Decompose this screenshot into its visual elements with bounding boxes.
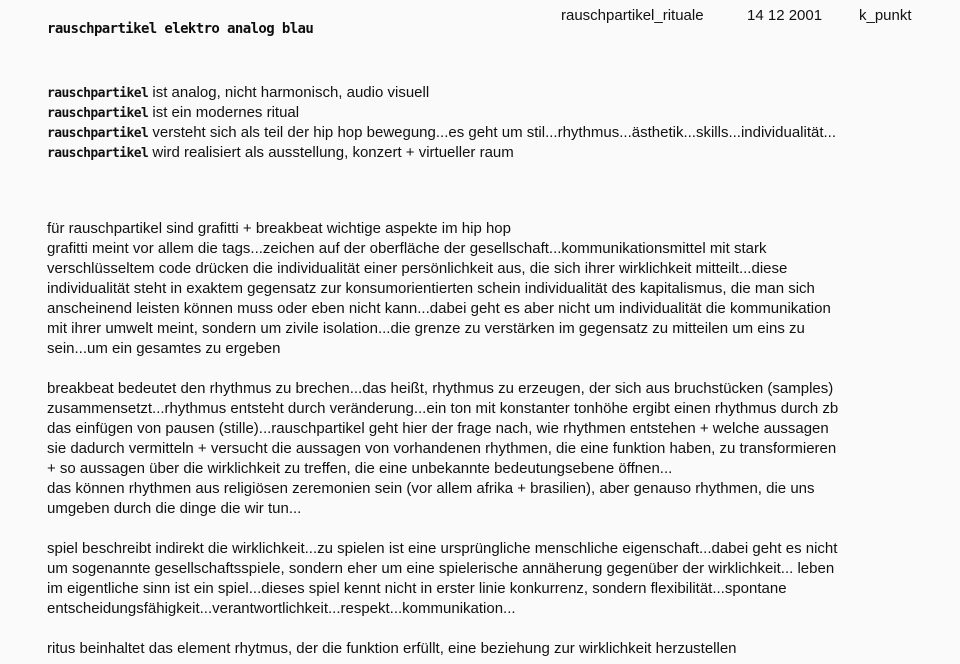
manifesto-line	[47, 123, 937, 143]
paragraph-line: + so aussagen über die wirklichkeit zu treffen, die eine unbekannte bedeutungsebene öffnen...	[47, 460, 673, 477]
brand-logo: rauschpartikel elektro analog blau	[47, 21, 314, 37]
paragraph-line: zusammensetzt...rhythmus entsteht durch veränderung...ein ton mit konstanter tonhöhe ergibt einen rhythmus durch zb	[47, 400, 839, 417]
paragraph-spacer	[47, 359, 927, 379]
paragraph-line: um sogenannte gesellschaftsspiele, sondern eher um eine spielerische annäherung gegenüber der wirklichkeit... leben	[47, 560, 835, 577]
inline-logo: rauschpartikel	[47, 126, 149, 141]
paragraph-line: grafitti meint vor allem die tags...zeichen auf der oberfläche der gesellschaft...kommunikationsmittel mit stark	[47, 240, 767, 257]
paragraph-line: das einfügen von pausen (stille)...rauschpartikel geht hier der frage nach, wie rhythmen entstehen + welche aussagen	[47, 420, 829, 437]
manifesto-line	[47, 143, 937, 163]
paragraph-graffiti	[47, 219, 927, 359]
paragraph-line: im eigentliche sinn ist ein spiel...dieses spiel kennt nicht in erster linie konkurrenz, sondern flexibilität...spontane	[47, 580, 787, 597]
manifesto-line	[47, 103, 937, 123]
manifesto-text: ist ein modernes ritual	[148, 104, 300, 121]
paragraph-breakbeat	[47, 379, 927, 519]
document-author: k_punkt	[859, 7, 912, 24]
manifesto-line	[47, 83, 937, 103]
paragraph-line: das können rhythmen aus religiösen zeremonien sein (vor allem afrika + brasilien), aber genauso rhythmen, die uns	[47, 480, 815, 497]
paragraph-spiel	[47, 539, 927, 619]
paragraph-line: entscheidungsfähigkeit...verantwortlichkeit...respekt...kommunikation...	[47, 600, 516, 617]
document-date: 14 12 2001	[747, 7, 823, 24]
manifesto-block	[47, 83, 937, 163]
paragraph-line: sein...um ein gesamtes zu ergeben	[47, 340, 281, 357]
manifesto-text: wird realisiert als ausstellung, konzert + virtueller raum	[148, 144, 514, 161]
paragraph-line: individualität steht in exaktem gegensatz zur konsumorientierten schein individualität des kapitalismus, die man sich	[47, 280, 815, 297]
paragraph-line: umgeben durch die dinge die wir tun...	[47, 500, 302, 517]
paragraph-line: breakbeat bedeutet den rhythmus zu brechen...das heißt, rhythmus zu erzeugen, der sich aus bruchstücken (samples)	[47, 380, 834, 397]
inline-logo: rauschpartikel	[47, 106, 149, 121]
paragraph-line: verschlüsseltem code drücken die individualität einer persönlichkeit aus, die sich ihrer wirklichkeit mitteilt...diese	[47, 260, 788, 277]
paragraph-spacer	[47, 519, 927, 539]
manifesto-text: versteht sich als teil der hip hop bewegung...es geht um stil...rhythmus...ästhetik...skills...individualität...	[148, 124, 837, 141]
paragraph-line: für rauschpartikel sind grafitti + breakbeat wichtige aspekte im hip hop	[47, 220, 511, 237]
paragraph-line: mit ihrer umwelt meint, sondern um zivile isolation...die grenze zu verstärken im gegensatz zu mitteilen um eins zu	[47, 320, 805, 337]
body-text	[47, 219, 927, 659]
paragraph-spacer	[47, 619, 927, 639]
document-title: rauschpartikel_rituale	[561, 7, 704, 24]
paragraph-line: spiel beschreibt indirekt die wirklichkeit...zu spielen ist eine ursprüngliche menschliche eigenschaft...dabei geht es nicht	[47, 540, 838, 557]
paragraph-line: ritus beinhaltet das element rhytmus, der die funktion erfüllt, eine beziehung zur wirklichkeit herzustellen	[47, 640, 737, 657]
inline-logo: rauschpartikel	[47, 86, 149, 101]
manifesto-text: ist analog, nicht harmonisch, audio visuell	[148, 84, 430, 101]
inline-logo: rauschpartikel	[47, 146, 149, 161]
paragraph-ritus	[47, 639, 927, 659]
paragraph-line: sie dadurch vermitteln + versucht die aussagen von vorhandenen rhythmen, die eine funktion haben, zu transformieren	[47, 440, 837, 457]
paragraph-line: anscheinend leisten können muss oder eben nicht kann...dabei geht es aber nicht um individualität die kommunikation	[47, 300, 831, 317]
